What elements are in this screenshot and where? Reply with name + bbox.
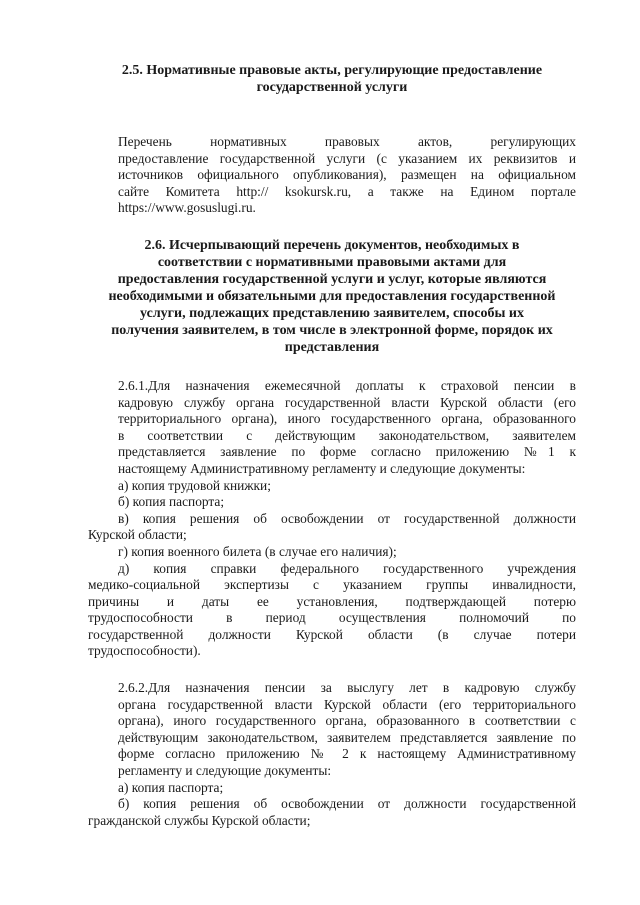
- list-item-line: Курской области;: [88, 527, 187, 543]
- paragraph-line: форме согласно приложению № 2 к настоящему Административному: [118, 746, 576, 762]
- heading-line: представления: [284, 339, 380, 355]
- paragraph-line: сайте Комитета http:// ksokursk.ru, а также на Едином портале: [118, 183, 576, 199]
- section-2-6-heading: [88, 237, 576, 356]
- list-item-line: гражданской службы Курской области;: [88, 812, 311, 828]
- list-item-line: б) копия решения об освобождении от должности государственной: [118, 796, 576, 812]
- list-item-line: д) копия справки федерального государственного учреждения: [118, 560, 576, 576]
- paragraph-line: представляется заявление по форме согласно приложению №1 к: [118, 444, 576, 460]
- section-2-5-heading: [88, 62, 576, 96]
- paragraph-line: 2.6.1.Для назначения ежемесячной доплаты к страховой пенсии в: [118, 377, 576, 393]
- list-item-line: государственной должности Курской области (в случае потери: [88, 626, 576, 642]
- heading-line: соответствии с нормативными правовыми актами для: [157, 254, 507, 270]
- paragraph-line: в соответствии с действующим законодательством, заявителем: [118, 427, 576, 443]
- paragraph-line: https://www.gosuslugi.ru.: [118, 200, 256, 216]
- list-item: [88, 544, 576, 561]
- heading-line: предоставления государственной услуги и услуг, которые являются: [117, 271, 547, 287]
- list-item-line: трудоспособности).: [88, 643, 201, 659]
- list-item-line: причины и даты ее установления, подтверждающей потерю: [88, 593, 576, 609]
- paragraph-line: предоставление государственной услуги (с указанием их реквизитов и: [118, 150, 576, 166]
- heading-line: необходимыми и обязательными для предоставления государственной: [108, 288, 556, 304]
- list-item-line: б) копия паспорта;: [118, 494, 225, 510]
- heading-line: государственной услуги: [256, 80, 408, 95]
- list-item: [88, 561, 576, 661]
- list-item-line: а) копия паспорта;: [118, 779, 224, 795]
- list-item-line: трудоспособности в период осуществления полномочий по: [88, 610, 576, 626]
- list-item: [88, 796, 576, 829]
- list-item-line: г) копия военного билета (в случае его наличия);: [118, 543, 397, 559]
- paragraph-line: кадровую службу органа государственной власти Курской области (его: [118, 394, 576, 410]
- list-item-line: медико-социальной экспертизы с указанием группы инвалидности,: [88, 577, 576, 593]
- paragraph-line: органа), иного государственного органа, образованного в соответствии с: [118, 713, 576, 729]
- document-body: [88, 62, 576, 829]
- list-item: [88, 780, 576, 797]
- documents-list-2-6-2: [88, 780, 576, 830]
- heading-line: 2.5. Нормативные правовые акты, регулирующие предоставление: [121, 63, 543, 78]
- documents-list-2-6-1: [88, 478, 576, 661]
- paragraph-line: территориального органа), иного государственного органа, образованного: [118, 411, 576, 427]
- paragraph-line: настоящему Административному регламенту и следующие документы:: [118, 460, 526, 476]
- heading-line: получения заявителем, в том числе в электронной форме, порядок их: [111, 322, 553, 338]
- list-item: [88, 478, 576, 495]
- paragraph-2-6-1: [88, 378, 576, 478]
- list-item: [88, 511, 576, 544]
- list-item-line: в) копия решения об освобождении от государственной должности: [118, 510, 576, 526]
- list-item-line: а) копия трудовой книжки;: [118, 477, 271, 493]
- paragraph-line: органа государственной власти Курской области (его территориального: [118, 696, 576, 712]
- paragraph-line: действующим законодательством, заявителем представляется заявление по: [118, 729, 576, 745]
- paragraph-line: 2.6.2.Для назначения пенсии за выслугу лет в кадровую службу: [118, 680, 576, 696]
- paragraph-line: регламенту и следующие документы:: [118, 763, 332, 779]
- paragraph-line: Перечень нормативных правовых актов, регулирующих: [118, 134, 576, 149]
- heading-line: 2.6. Исчерпывающий перечень документов, необходимых в: [144, 237, 520, 253]
- section-2-5-paragraph: [88, 134, 576, 217]
- paragraph-line: источников официального опубликования), размещен на официальном: [118, 167, 576, 183]
- list-item: [88, 494, 576, 511]
- paragraph-2-6-2: [88, 680, 576, 780]
- heading-line: услуги, подлежащих представлению заявителем, способы их: [140, 305, 524, 321]
